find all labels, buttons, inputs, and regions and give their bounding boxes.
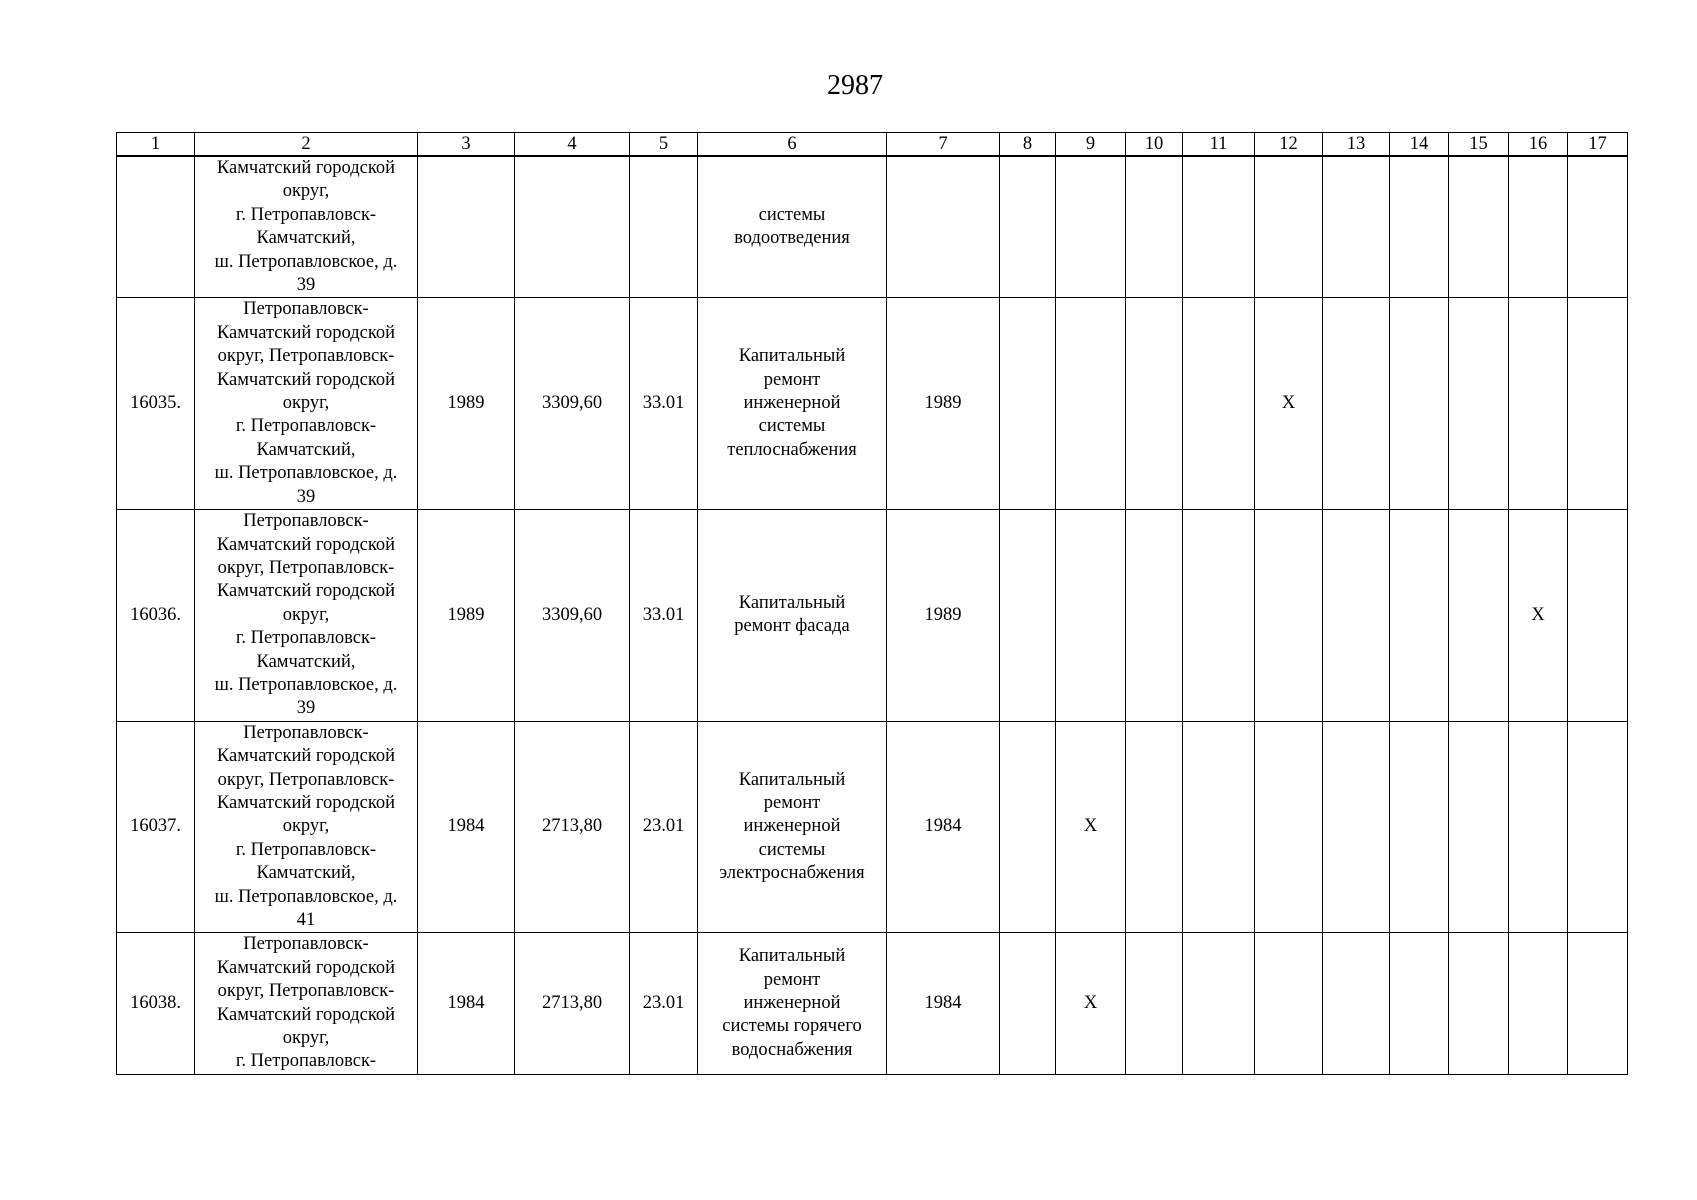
year-cell [418,156,515,298]
year-cell [887,156,1000,298]
mark-cell: X [1255,298,1323,510]
mark-cell [1449,298,1509,510]
code-cell: 23.01 [630,933,698,1074]
column-header: 14 [1390,133,1449,157]
mark-cell [1126,721,1183,933]
mark-cell [1568,721,1628,933]
code-cell: 33.01 [630,510,698,722]
mark-cell [1126,298,1183,510]
column-header: 9 [1056,133,1126,157]
continuation-row [117,156,1628,298]
year-cell: 1989 [887,510,1000,722]
year-cell: 1989 [887,298,1000,510]
area-cell: 3309,60 [515,298,630,510]
mark-cell [1126,510,1183,722]
mark-cell [1449,510,1509,722]
mark-cell [1509,721,1568,933]
mark-cell [1568,510,1628,722]
mark-cell [1323,298,1390,510]
mark-cell [1183,298,1255,510]
mark-cell [1568,933,1628,1074]
address-cell: Камчатский городской округ, г. Петропавловск- Камчатский, ш. Петропавловское, д. 39 [195,156,418,298]
work-type-cell: Капитальный ремонт фасада [698,510,887,722]
mark-cell [1183,933,1255,1074]
mark-cell [1056,510,1126,722]
column-header: 2 [195,133,418,157]
column-number-row [117,133,1628,157]
column-header: 7 [887,133,1000,157]
column-header: 15 [1449,133,1509,157]
mark-cell [1568,298,1628,510]
mark-cell [1183,510,1255,722]
area-cell [515,156,630,298]
row-number: 16038. [117,933,195,1074]
table-row [117,933,1628,1074]
mark-cell [1000,933,1056,1074]
mark-cell [1509,298,1568,510]
mark-cell [1255,933,1323,1074]
mark-cell [1390,933,1449,1074]
mark-cell [1323,510,1390,722]
row-number: 16036. [117,510,195,722]
mark-cell [1449,933,1509,1074]
mark-cell [1390,721,1449,933]
column-header: 13 [1323,133,1390,157]
mark-cell [1000,510,1056,722]
page-number: 2987 [827,70,883,101]
column-header: 5 [630,133,698,157]
work-type-cell: Капитальный ремонт инженерной системы электроснабжения [698,721,887,933]
mark-cell [1183,721,1255,933]
row-number [117,156,195,298]
year-cell: 1984 [418,933,515,1074]
address-cell: Петропавловск- Камчатский городской округ, Петропавловск- Камчатский городской округ, г. Петропавловск- Камчатский, ш. Петропавловское, д. 39 [195,510,418,722]
table-row [117,298,1628,510]
mark-cell [1126,933,1183,1074]
year-cell: 1989 [418,510,515,722]
column-header: 4 [515,133,630,157]
mark-cell [1323,933,1390,1074]
column-header: 12 [1255,133,1323,157]
mark-cell [1390,510,1449,722]
mark-cell: X [1056,721,1126,933]
table-row [117,721,1628,933]
mark-cell [1323,721,1390,933]
year-cell: 1984 [887,933,1000,1074]
column-header: 3 [418,133,515,157]
code-cell [630,156,698,298]
column-header: 11 [1183,133,1255,157]
column-header: 16 [1509,133,1568,157]
column-header: 17 [1568,133,1628,157]
mark-cell [1509,933,1568,1074]
mark-cell [1000,298,1056,510]
mark-cell [1255,510,1323,722]
column-header: 1 [117,133,195,157]
mark-cell: X [1056,933,1126,1074]
area-cell: 2713,80 [515,721,630,933]
year-cell: 1984 [418,721,515,933]
mark-cell [1449,721,1509,933]
code-cell: 23.01 [630,721,698,933]
column-header: 8 [1000,133,1056,157]
column-header: 10 [1126,133,1183,157]
work-type-cell: Капитальный ремонт инженерной системы теплоснабжения [698,298,887,510]
code-cell: 33.01 [630,298,698,510]
mark-cell [1255,721,1323,933]
column-header: 6 [698,133,887,157]
work-type-cell: Капитальный ремонт инженерной системы горячего водоснабжения [698,933,887,1074]
area-cell: 3309,60 [515,510,630,722]
work-type-cell: системы водоотведения [698,156,887,298]
area-cell: 2713,80 [515,933,630,1074]
works-table [116,132,1628,1075]
row-number: 16037. [117,721,195,933]
address-cell: Петропавловск- Камчатский городской округ, Петропавловск- Камчатский городской округ, г. Петропавловск- [195,933,418,1074]
row-number: 16035. [117,298,195,510]
year-cell: 1989 [418,298,515,510]
address-cell: Петропавловск- Камчатский городской округ, Петропавловск- Камчатский городской округ, г. Петропавловск- Камчатский, ш. Петропавловское, д. 39 [195,298,418,510]
table-row [117,510,1628,722]
year-cell: 1984 [887,721,1000,933]
mark-cell [1056,298,1126,510]
mark-cell: X [1509,510,1568,722]
address-cell: Петропавловск- Камчатский городской округ, Петропавловск- Камчатский городской округ, г. Петропавловск- Камчатский, ш. Петропавловское, д. 41 [195,721,418,933]
mark-cell [1390,298,1449,510]
mark-cell [1000,721,1056,933]
